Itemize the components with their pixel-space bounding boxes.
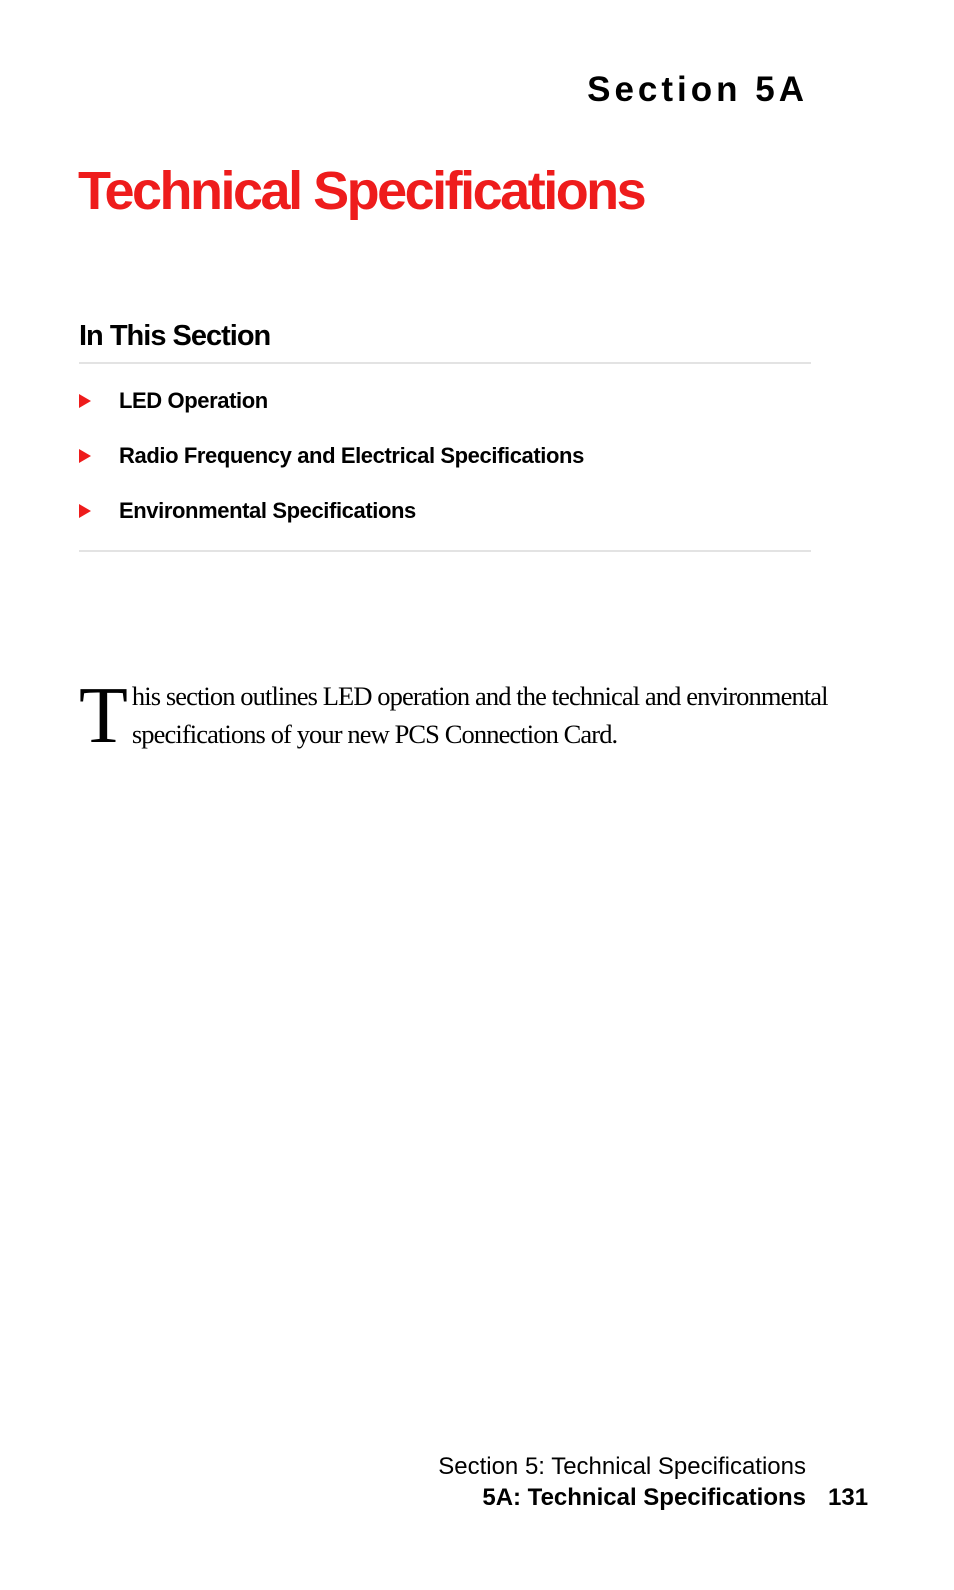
intro-text: his section outlines LED operation and the technical and environmental specifications of your new PCS Connection Card. [131,680,828,749]
list-item-led-operation[interactable] [79,388,811,443]
list-item-environmental-specs[interactable] [79,498,811,524]
in-this-section-box [79,318,811,552]
triangle-right-icon [79,394,91,408]
footer-section-title: Section 5: Technical Specifications [438,1453,806,1480]
triangle-right-icon [79,449,91,463]
page-number: 131 [828,1484,869,1511]
list-item-rf-electrical-specs[interactable] [79,443,811,498]
footer-chapter-title: 5A: Technical Specifications [482,1484,806,1511]
in-this-section-heading: In This Section [79,318,811,364]
drop-cap: T [79,671,128,760]
list-item-label: Environmental Specifications [119,498,416,523]
intro-paragraph [79,671,839,760]
section-contents-list [79,364,811,552]
list-item-label: Radio Frequency and Electrical Specifications [119,443,584,468]
page-title: Technical Specifications [78,161,645,221]
section-label: Section 5A [587,70,808,109]
list-item-label: LED Operation [119,388,268,413]
triangle-right-icon [79,504,91,518]
